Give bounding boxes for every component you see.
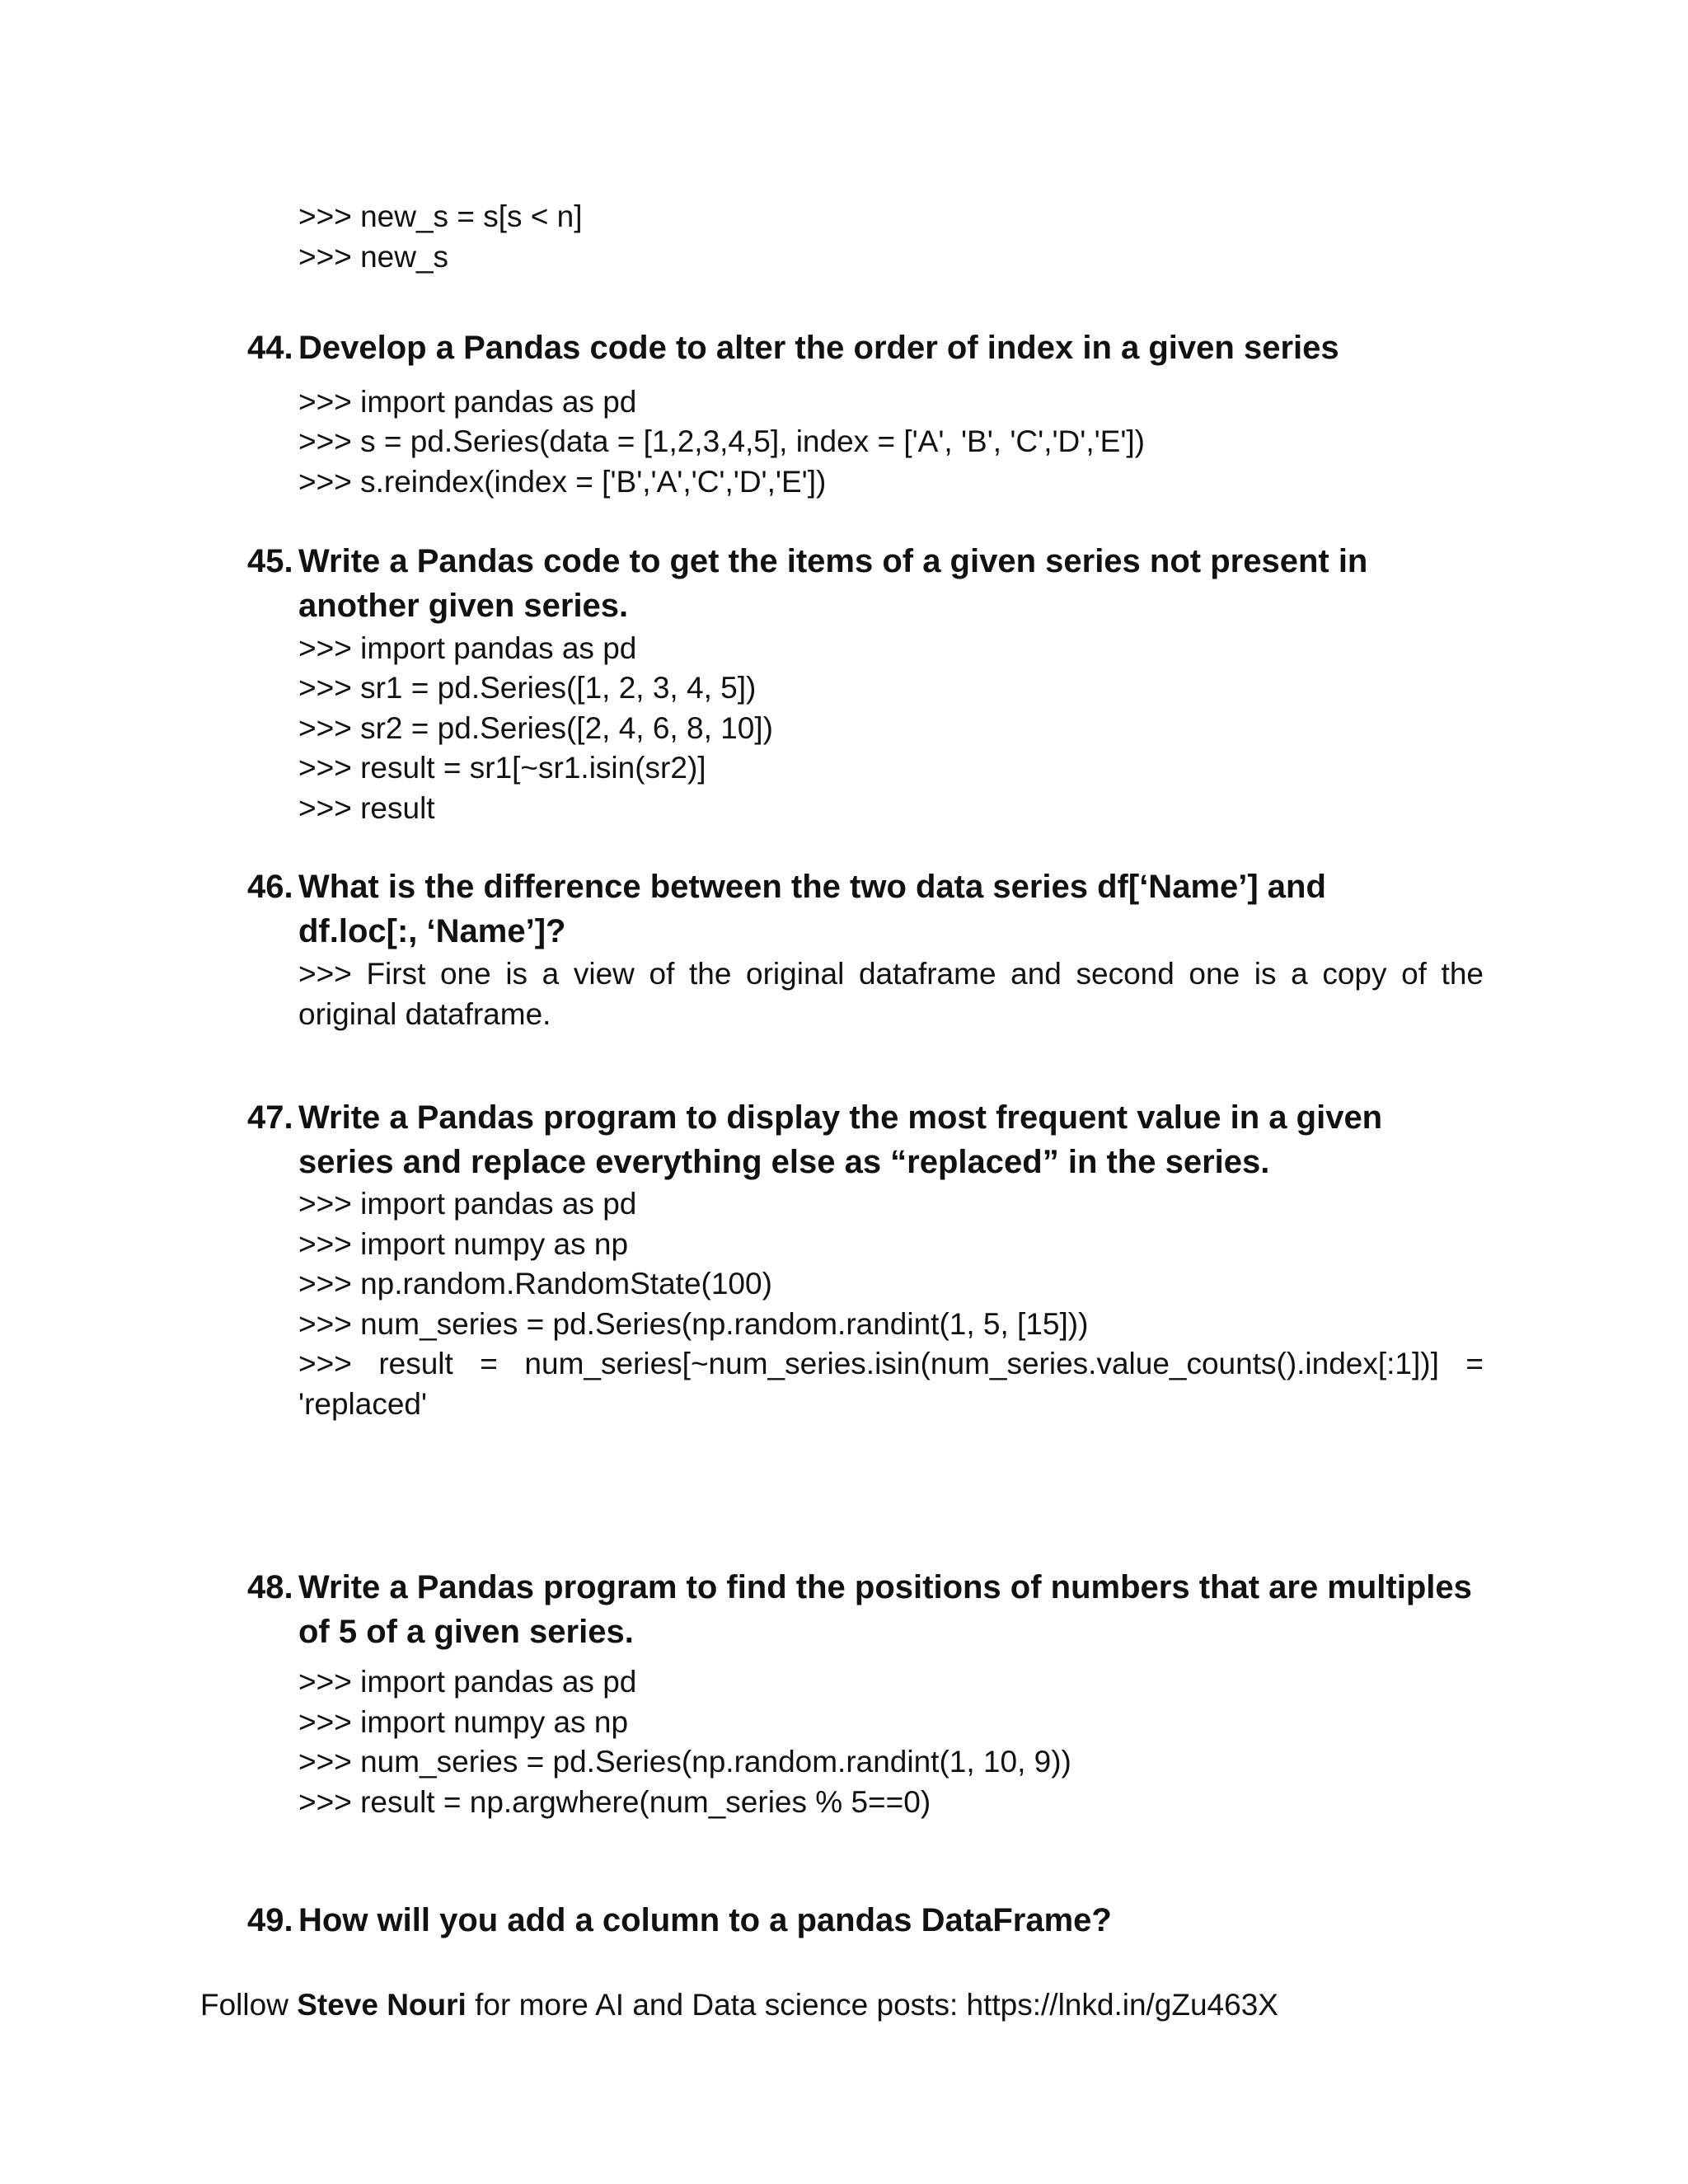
code-line: >>> import pandas as pd <box>298 1665 637 1699</box>
question-title: What is the difference between the two data series df[‘Name’] and df.loc[:, ‘Name’]? <box>298 869 1381 949</box>
question-title: How will you add a column to a pandas DataFrame? <box>298 1902 1112 1938</box>
question-title: Write a Pandas code to get the items of a given series not present in another given series. <box>298 543 1368 624</box>
code-line: >>> import pandas as pd <box>298 631 637 665</box>
code-line: >>> new_s <box>298 240 449 274</box>
code-line: >>> s.reindex(index = ['B','A','C','D','E']) <box>298 465 827 499</box>
code-line: >>> new_s = s[s < n] <box>298 199 583 233</box>
code-line: >>> import numpy as np <box>298 1227 629 1261</box>
footer <box>200 1985 1278 2026</box>
code-line: 'replaced' <box>298 1387 428 1421</box>
code-line: >>> sr1 = pd.Series([1, 2, 3, 4, 5]) <box>298 671 757 705</box>
question-47 <box>247 1095 1484 1184</box>
footer-suffix: for more AI and Data science posts: https://lnkd.in/gZu463X <box>466 1988 1278 2022</box>
code-line: >>> import numpy as np <box>298 1705 629 1739</box>
question-45 <box>247 539 1484 628</box>
question-44 <box>247 326 1484 370</box>
question-title: Write a Pandas program to display the most frequent value in a given series and replace everything else as “replaced” in the series. <box>298 1099 1383 1180</box>
code-line: >>> result = sr1[~sr1.isin(sr2)] <box>298 751 706 785</box>
code-line: >>> num_series = pd.Series(np.random.randint(1, 10, 9)) <box>298 1745 1071 1779</box>
code-line: >>> np.random.RandomState(100) <box>298 1267 772 1301</box>
question-46 <box>247 865 1484 954</box>
code-line: >>> num_series = pd.Series(np.random.randint(1, 5, [15])) <box>298 1307 1089 1341</box>
code-line: >>> import pandas as pd <box>298 385 637 419</box>
code-line: >>> result = num_series[~num_series.isin(num_series.value_counts().index[:1])] = <box>298 1347 1484 1380</box>
answer-text: >>> First one is a view of the original dataframe and second one is a copy of the original dataframe. <box>298 957 1484 1031</box>
question-title: Develop a Pandas code to alter the order of index in a given series <box>298 330 1339 366</box>
question-number: 44. <box>247 330 293 366</box>
footer-prefix: Follow <box>200 1988 298 2022</box>
question-number: 47. <box>247 1099 293 1136</box>
question-title: Write a Pandas program to find the positions of numbers that are multiples of 5 of a given series. <box>298 1569 1472 1650</box>
question-number: 45. <box>247 543 293 579</box>
question-number: 46. <box>247 869 293 905</box>
question-49 <box>247 1898 1484 1943</box>
footer-author: Steve Nouri <box>297 1988 467 2022</box>
code-line: >>> result <box>298 791 435 825</box>
question-48 <box>247 1565 1484 1654</box>
code-line: >>> result = np.argwhere(num_series % 5==0) <box>298 1785 931 1819</box>
code-line: >>> import pandas as pd <box>298 1187 637 1221</box>
question-number: 48. <box>247 1569 293 1605</box>
code-line: >>> s = pd.Series(data = [1,2,3,4,5], index = ['A', 'B', 'C','D','E']) <box>298 424 1146 458</box>
code-line: >>> sr2 = pd.Series([2, 4, 6, 8, 10]) <box>298 711 773 745</box>
question-number: 49. <box>247 1902 293 1938</box>
